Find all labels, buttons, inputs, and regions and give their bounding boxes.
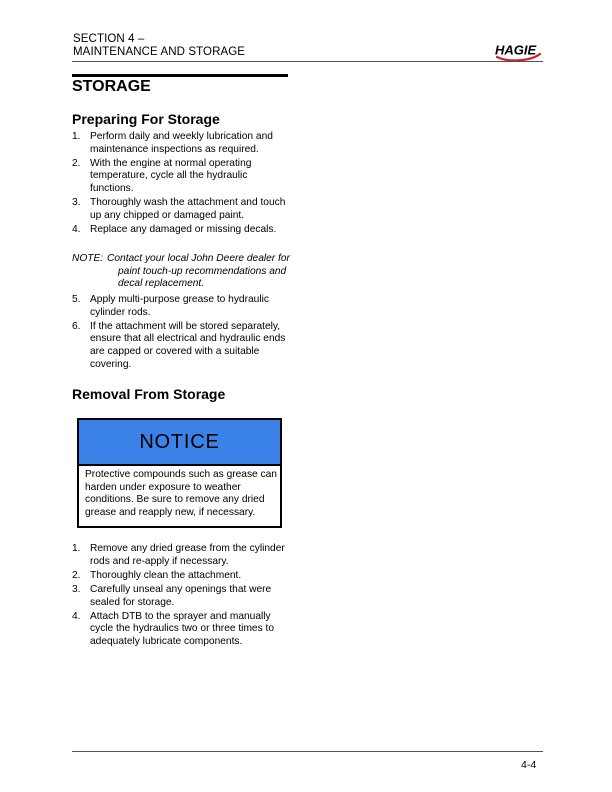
step-text: Perform daily and weekly lubrication and maintenance inspections as required.: [90, 131, 273, 155]
list-item: [72, 158, 290, 196]
step-text: Apply multi-purpose grease to hydraulic cylinder rods.: [90, 294, 269, 318]
page-number: 4-4: [521, 759, 537, 771]
list-item: [72, 584, 290, 609]
step-number: 5.: [72, 294, 81, 305]
preparing-steps-list-continued: [72, 294, 290, 373]
list-item: [72, 294, 290, 319]
footer-divider: [72, 751, 543, 752]
step-text: Replace any damaged or missing decals.: [90, 223, 277, 235]
logo-wordmark: HAGIE: [495, 42, 537, 58]
step-text: With the engine at normal operating temperature, cycle all the hydraulic functions.: [90, 157, 252, 194]
step-text: If the attachment will be stored separately, ensure that all electrical and hydraulic ends are capped or covered with a suitable covering.: [90, 320, 286, 370]
step-number: 2.: [72, 569, 81, 581]
step-text: Thoroughly clean the attachment.: [90, 569, 242, 581]
list-item: [72, 543, 290, 568]
section-title: STORAGE: [72, 78, 151, 95]
list-item: [72, 570, 290, 583]
hagie-logo: [493, 40, 543, 62]
list-item: [72, 224, 290, 237]
step-number: 1.: [72, 131, 81, 142]
step-number: 3.: [72, 583, 81, 595]
step-text: Carefully unseal any openings that were sealed for storage.: [90, 583, 272, 608]
preparing-steps-list: [72, 131, 290, 238]
preparing-heading: Preparing For Storage: [72, 111, 220, 127]
notice-title: NOTICE: [79, 420, 280, 466]
list-item: [72, 611, 290, 649]
section-name: MAINTENANCE AND STORAGE: [73, 46, 246, 58]
note-text: Contact your local John Deere dealer for paint touch-up recommendations and decal replacement.: [107, 253, 290, 290]
list-item: [72, 197, 290, 222]
step-number: 2.: [72, 157, 81, 169]
step-number: 3.: [72, 197, 81, 209]
notice-box: [77, 418, 282, 528]
header-divider: [72, 61, 543, 62]
section-title-bar: [72, 74, 288, 77]
step-text: Attach DTB to the sprayer and manually cycle the hydraulics two or three times to adequately lubricate components.: [90, 610, 275, 647]
note-block: [72, 253, 292, 291]
step-number: 6.: [72, 320, 81, 332]
list-item: [72, 321, 290, 371]
step-number: 1.: [72, 543, 81, 554]
list-item: [72, 131, 290, 156]
running-header: [73, 33, 245, 59]
removal-heading: Removal From Storage: [72, 386, 226, 402]
step-number: 4.: [72, 223, 81, 235]
step-text: Thoroughly wash the attachment and touch up any chipped or damaged paint.: [90, 197, 286, 221]
step-number: 4.: [72, 610, 81, 622]
note-label: NOTE:: [72, 253, 104, 264]
step-text: Remove any dried grease from the cylinder rods and re-apply if necessary.: [90, 543, 285, 567]
notice-text: Protective compounds such as grease can harden under exposure to weather conditions. Be sure to remove any dried grease and reapply new, if necessary.: [85, 469, 277, 518]
section-number: SECTION 4 –: [73, 33, 145, 45]
removal-steps-list: [72, 543, 290, 650]
